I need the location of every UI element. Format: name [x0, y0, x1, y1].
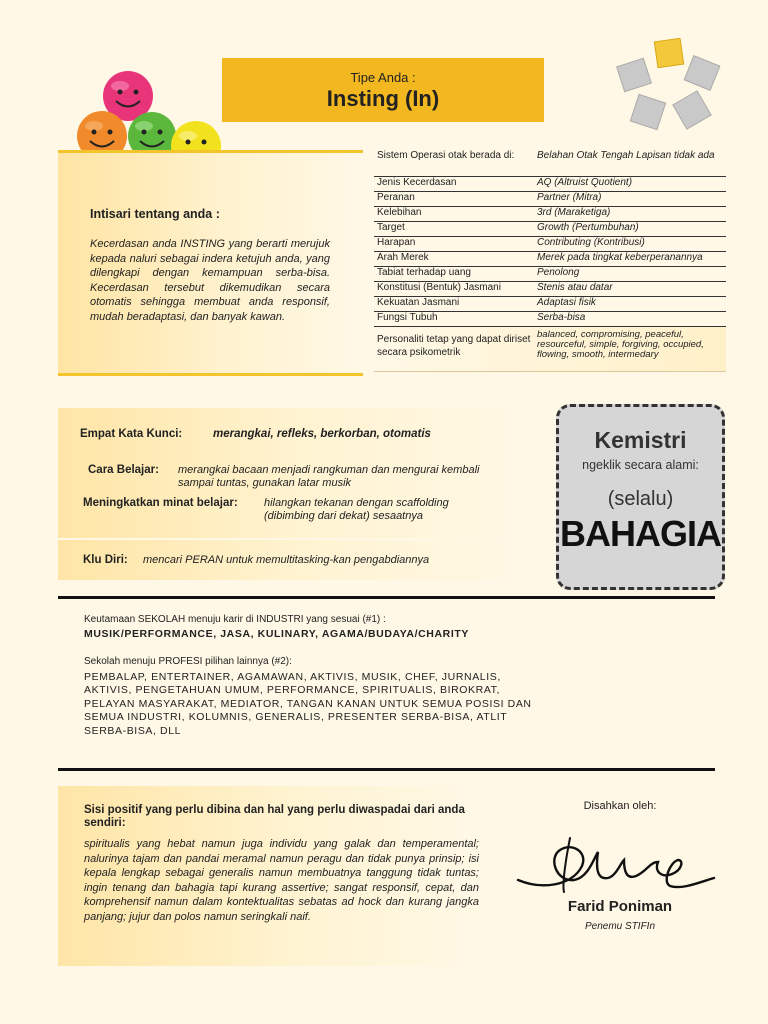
handwritten-signature	[512, 828, 720, 908]
essence-heading: Intisari tentang anda :	[90, 207, 220, 221]
keywords-label: Empat Kata Kunci:	[80, 428, 183, 440]
klu-label: Klu Diri:	[83, 554, 128, 566]
profile-value: Growth (Pertumbuhan)	[537, 222, 639, 233]
traits-panel	[58, 786, 482, 966]
profile-row	[374, 150, 726, 177]
profile-value: Serba-bisa	[537, 312, 586, 323]
profile-row	[374, 177, 726, 192]
profile-value: Merek pada tingkat keberperanannya	[537, 252, 703, 263]
interest-value-line1: hilangkan tekanan dengan scaffolding	[264, 497, 449, 509]
profile-row	[374, 222, 726, 237]
profile-row	[374, 312, 726, 327]
traits-heading: Sisi positif yang perlu dibina dan hal yang perlu diwaspadai dari anda sendiri:	[84, 804, 465, 829]
chemistry-paren: (selalu)	[607, 488, 674, 510]
profile-value: Partner (Mitra)	[537, 192, 602, 203]
chemistry-title: Kemistri	[594, 427, 687, 453]
essence-text: Kecerdasan anda INSTING yang berarti merujuk kepada naluri sebagai indera ketujuh anda, yang dilengkapi dengan kemampuan serba-bisa. Kecerdasan tersebut dikemudikan secara otomatis sehingga membuat anda responsif, mudah beradaptasi, dan banyak kawan.	[90, 238, 330, 323]
signer-role: Penemu STIFIn	[584, 921, 656, 932]
self-clue-panel	[58, 540, 540, 580]
profile-key: Fungsi Tubuh	[377, 312, 438, 323]
profile-row	[374, 282, 726, 297]
profile-value: balanced, compromising, peaceful, resourceful, simple, forgiving, occupied, flowing, smooth, intermedary	[537, 329, 704, 360]
keywords-panel	[58, 408, 540, 454]
interest-label: Meningkatkan minat belajar:	[83, 497, 238, 509]
stifin-star-logo-icon	[612, 38, 730, 138]
profile-row	[374, 237, 726, 252]
learning-value-line1: merangkai bacaan menjadi rangkuman dan mengurai kembali	[178, 464, 480, 476]
interest-value-line2: (dibimbing dari dekat) sesaatnya	[264, 510, 423, 522]
profile-key: Target	[377, 222, 405, 233]
profile-value: Penolong	[537, 267, 580, 278]
profile-row	[374, 207, 726, 222]
school-line2: Sekolah menuju PROFESI pilihan lainnya (#2):	[84, 655, 292, 667]
chemistry-subtitle: ngeklik secara alami:	[582, 458, 699, 472]
profile-value: Belahan Otak Tengah Lapisan tidak ada	[537, 150, 715, 161]
profile-row	[374, 267, 726, 282]
school-section	[84, 614, 534, 739]
profile-key: Sistem Operasi otak berada di:	[377, 150, 515, 161]
profile-value: Contributing (Kontribusi)	[537, 237, 645, 248]
profile-key: Arah Merek	[377, 252, 429, 263]
school-professions: PEMBALAP, ENTERTAINER, AGAMAWAN, AKTIVIS, MUSIK, CHEF, JURNALIS, AKTIVIS, PENGETAHUAN UMUM, PERFORMANCE, SPIRITUALIS, BIROKRAT, PELAYAN MASYARAKAT, MEDIATOR, TANGAN KANAN UNTUK SEMUA POSISI DAN SEMUA INDUSTRI, KOLUMNIS, GENERALIS, PRESENTER SERBA-BISA, ATLIT SERBA-BISA, DLL	[84, 670, 532, 737]
divider-bottom	[58, 768, 715, 771]
divider-top	[58, 596, 715, 599]
profile-key: Kelebihan	[377, 207, 422, 218]
profile-key: Konstitusi (Bentuk) Jasmani	[377, 282, 501, 293]
profile-row	[374, 297, 726, 312]
profile-key: Kekuatan Jasmani	[377, 297, 460, 308]
school-industries: MUSIK/PERFORMANCE, JASA, KULINARY, AGAMA/BUDAYA/CHARITY	[84, 628, 469, 640]
keywords-value: merangkai, refleks, berkorban, otomatis	[213, 428, 431, 440]
profile-value: 3rd (Maraketiga)	[537, 207, 611, 218]
chemistry-box	[556, 404, 725, 590]
approved-by-label: Disahkan oleh:	[583, 800, 657, 812]
type-title: Insting (In)	[326, 86, 440, 111]
signer-name: Farid Poniman	[567, 898, 673, 915]
learning-panel	[58, 454, 540, 538]
school-line1: Keutamaan SEKOLAH menuju karir di INDUSTRI yang sesuai (#1) :	[84, 614, 386, 625]
learning-value-line2: sampai tuntas, gunakan latar musik	[178, 477, 352, 489]
essence-panel	[58, 150, 363, 376]
profile-value: Adaptasi fisik	[537, 297, 596, 308]
profile-key: Harapan	[377, 237, 416, 248]
profile-key: Personaliti tetap yang dapat diriset secara psikometrik	[377, 334, 531, 358]
profile-row	[374, 192, 726, 207]
profile-value: Stenis atau datar	[537, 282, 613, 293]
profile-key: Jenis Kecerdasan	[377, 177, 457, 188]
chemistry-word: BAHAGIA	[560, 513, 721, 554]
profile-key: Peranan	[377, 192, 415, 203]
profile-key: Tabiat terhadap uang	[377, 267, 471, 278]
traits-text: spiritualis yang hebat namun juga individu yang galak dan temperamental; nalurinya tajam dan pandai meramal namun peragu dan tidak punya prinsip; isi kepala lengkap sebagai generalis namun membuatnya tanggung tidak tuntas; ingin tenang dan bahagia tapi kurang assertive; sangat responsif, cepat, dan komprehensif namun dalam kontektualitas sebatas ad hock dan kurang jangka panjang; jujur dan polos namun seringkali naif.	[84, 838, 479, 923]
klu-value: mencari PERAN untuk memultitasking-kan pengabdiannya	[143, 554, 430, 566]
type-label: Tipe Anda :	[350, 70, 416, 85]
profile-row	[374, 252, 726, 267]
personality-type-box	[222, 58, 544, 122]
learning-label: Cara Belajar:	[88, 464, 159, 476]
profile-row	[374, 327, 726, 372]
profile-value: AQ (Altruist Quotient)	[537, 177, 633, 188]
profile-table	[374, 150, 726, 372]
